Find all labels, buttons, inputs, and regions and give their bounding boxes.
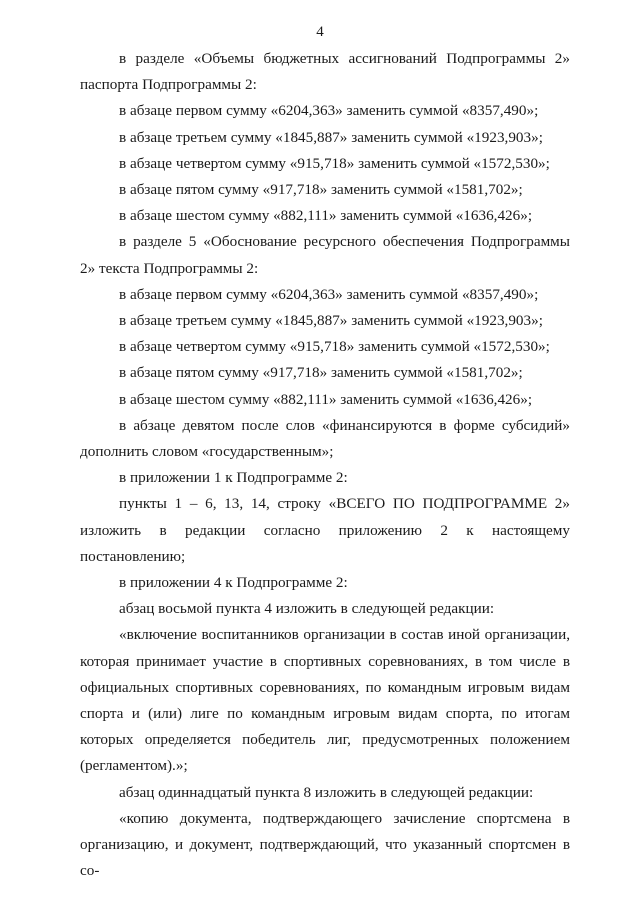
paragraph: в абзаце первом сумму «6204,363» заменить суммой «8357,490»; — [119, 102, 539, 120]
paragraph: в абзаце шестом сумму «882,111» заменить суммой «1636,426»; — [119, 390, 533, 408]
paragraph: в абзаце четвертом сумму «915,718» заменить суммой «1572,530»; — [119, 154, 550, 172]
paragraph: в абзаце четвертом сумму «915,718» заменить суммой «1572,530»; — [119, 338, 550, 356]
paragraph: «копию документа, подтверждающего зачисление спортсмена в организацию, и документ, подтверждающий, что указанный спортсмен в со- — [80, 809, 570, 880]
paragraph: абзац одиннадцатый пункта 8 изложить в следующей редакции: — [119, 783, 534, 801]
paragraph: в абзаце третьем сумму «1845,887» заменить суммой «1923,903»; — [119, 312, 543, 330]
page-number: 4 — [316, 24, 324, 40]
paragraph: в разделе 5 «Обоснование ресурсного обеспечения Подпрограммы 2» текста Подпрограммы 2: — [80, 233, 570, 277]
paragraph: в абзаце шестом сумму «882,111» заменить суммой «1636,426»; — [119, 207, 533, 225]
paragraph: в абзаце девятом после слов «финансируются в форме субсидий» дополнить словом «государственным»; — [80, 416, 570, 461]
paragraph: в абзаце третьем сумму «1845,887» заменить суммой «1923,903»; — [119, 128, 543, 146]
paragraph: пункты 1 – 6, 13, 14, строку «ВСЕГО ПО ПОДПРОГРАММЕ 2» изложить в редакции согласно приложению 2 к настоящему постановлению; — [80, 495, 570, 565]
paragraph: «включение воспитанников организации в состав иной организации, которая принимает участие в спортивных соревнованиях, в том числе в официальных спортивных соревнованиях, по командным игровым видам спорта и (или) лиге по командным игровым видам спорта, по итогам которых определяется победитель лиг, предусмотренных положением (регламентом).»; — [80, 626, 570, 775]
paragraph: в разделе «Объемы бюджетных ассигнований Подпрограммы 2» паспорта Подпрограммы 2: — [80, 50, 570, 94]
paragraph: в абзаце пятом сумму «917,718» заменить суммой «1581,702»; — [119, 364, 523, 382]
paragraph: в абзаце первом сумму «6204,363» заменить суммой «8357,490»; — [119, 285, 539, 303]
paragraph: в приложении 1 к Подпрограмме 2: — [119, 469, 348, 487]
document-body — [80, 46, 570, 885]
paragraph: абзац восьмой пункта 4 изложить в следующей редакции: — [119, 600, 495, 618]
paragraph: в приложении 4 к Подпрограмме 2: — [119, 574, 348, 592]
paragraph: в абзаце пятом сумму «917,718» заменить суммой «1581,702»; — [119, 181, 523, 199]
